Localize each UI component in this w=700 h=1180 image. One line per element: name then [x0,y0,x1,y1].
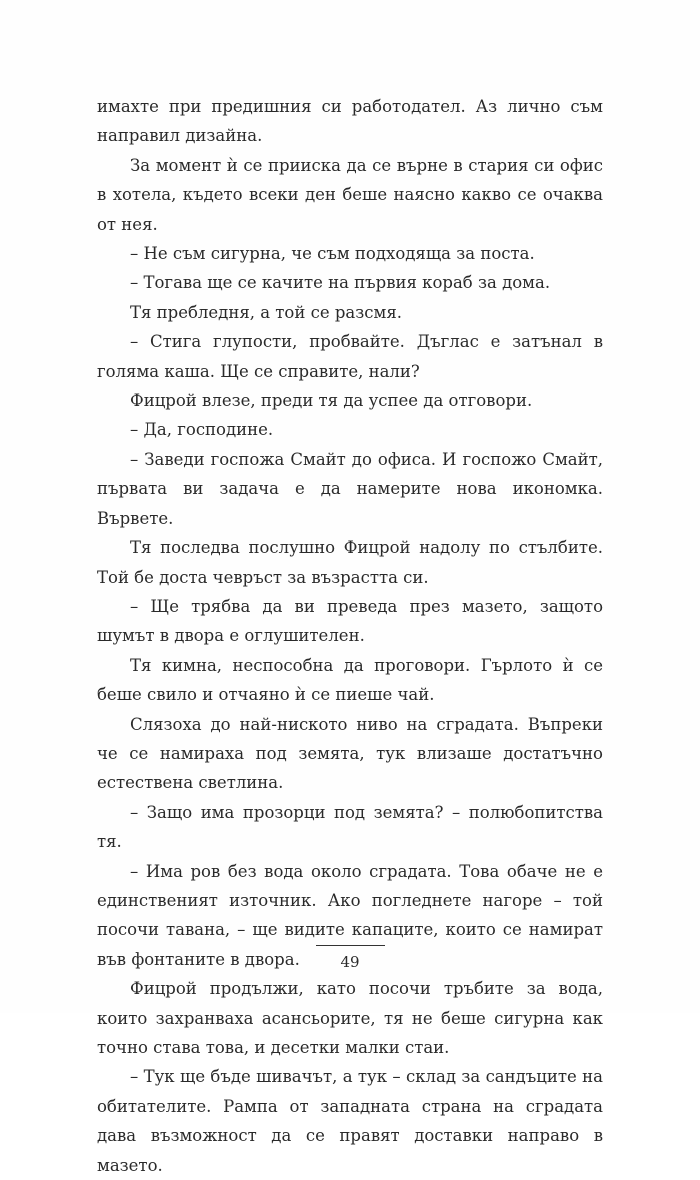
paragraph: Слязоха до най-ниското ниво на сградата. Въпреки че се намираха под земята, тук влизаше достатъчно естествена светлина. [97,714,603,793]
paragraph: – Тогава ще се качите на първия кораб за дома. [130,273,551,293]
paragraph: – Не съм сигурна, че съм подходяща за поста. [130,244,535,264]
paragraph: – Заведи госпожа Смайт до офиса. И госпожо Смайт, първата ви задача е да намерите нова икономка. Вървете. [97,449,603,528]
paragraph: – Има ров без вода около сградата. Това обаче не е единственият източник. Ако погледнете нагоре – той посочи тавана, – ще видите капаците, които се намират във фонтаните в двора. [97,861,603,969]
paragraph: – Ще трябва да ви преведа през мазето, защото шумът в двора е оглушителен. [97,596,603,646]
paragraph: Тя пребледня, а той се разсмя. [130,302,402,322]
paragraph: Фицрой влезе, преди тя да успее да отговори. [130,391,533,411]
paragraph: – Тук ще бъде шивачът, а тук – склад за сандъците на обитателите. Рампа от западната страна на сградата дава възможност да се правят доставки направо в мазето. [97,1067,603,1175]
paragraph: имахте при предишния си работодател. Аз лично съм направил дизайна. [97,97,603,146]
paragraph: Фицрой продължи, като посочи тръбите за вода, които захранваха асансьорите, тя не беше сигурна как точно става това, и десетки малки стаи. [97,979,603,1057]
body-text [97,92,603,1180]
paragraph: За момент ѝ се прииска да се върне в стария си офис в хотела, където всеки ден беше наясно какво се очаква от нея. [97,155,603,234]
paragraph: – Защо има прозорци под земята? – полюбопитства тя. [97,802,603,852]
paragraph: – Да, господине. [130,420,274,440]
paragraph: – Стига глупости, пробвайте. Дъглас е затънал в голяма каша. Ще се справите, нали? [97,332,603,381]
paragraph: Тя кимна, неспособна да проговори. Гърлото ѝ се беше свило и отчаяно ѝ се пиеше чай. [97,655,603,705]
footer-divider [316,945,385,946]
paragraph: Тя последва послушно Фицрой надолу по стълбите. Той бе доста чевръст за възрастта си. [97,538,603,587]
page-number: 49 [340,953,360,971]
